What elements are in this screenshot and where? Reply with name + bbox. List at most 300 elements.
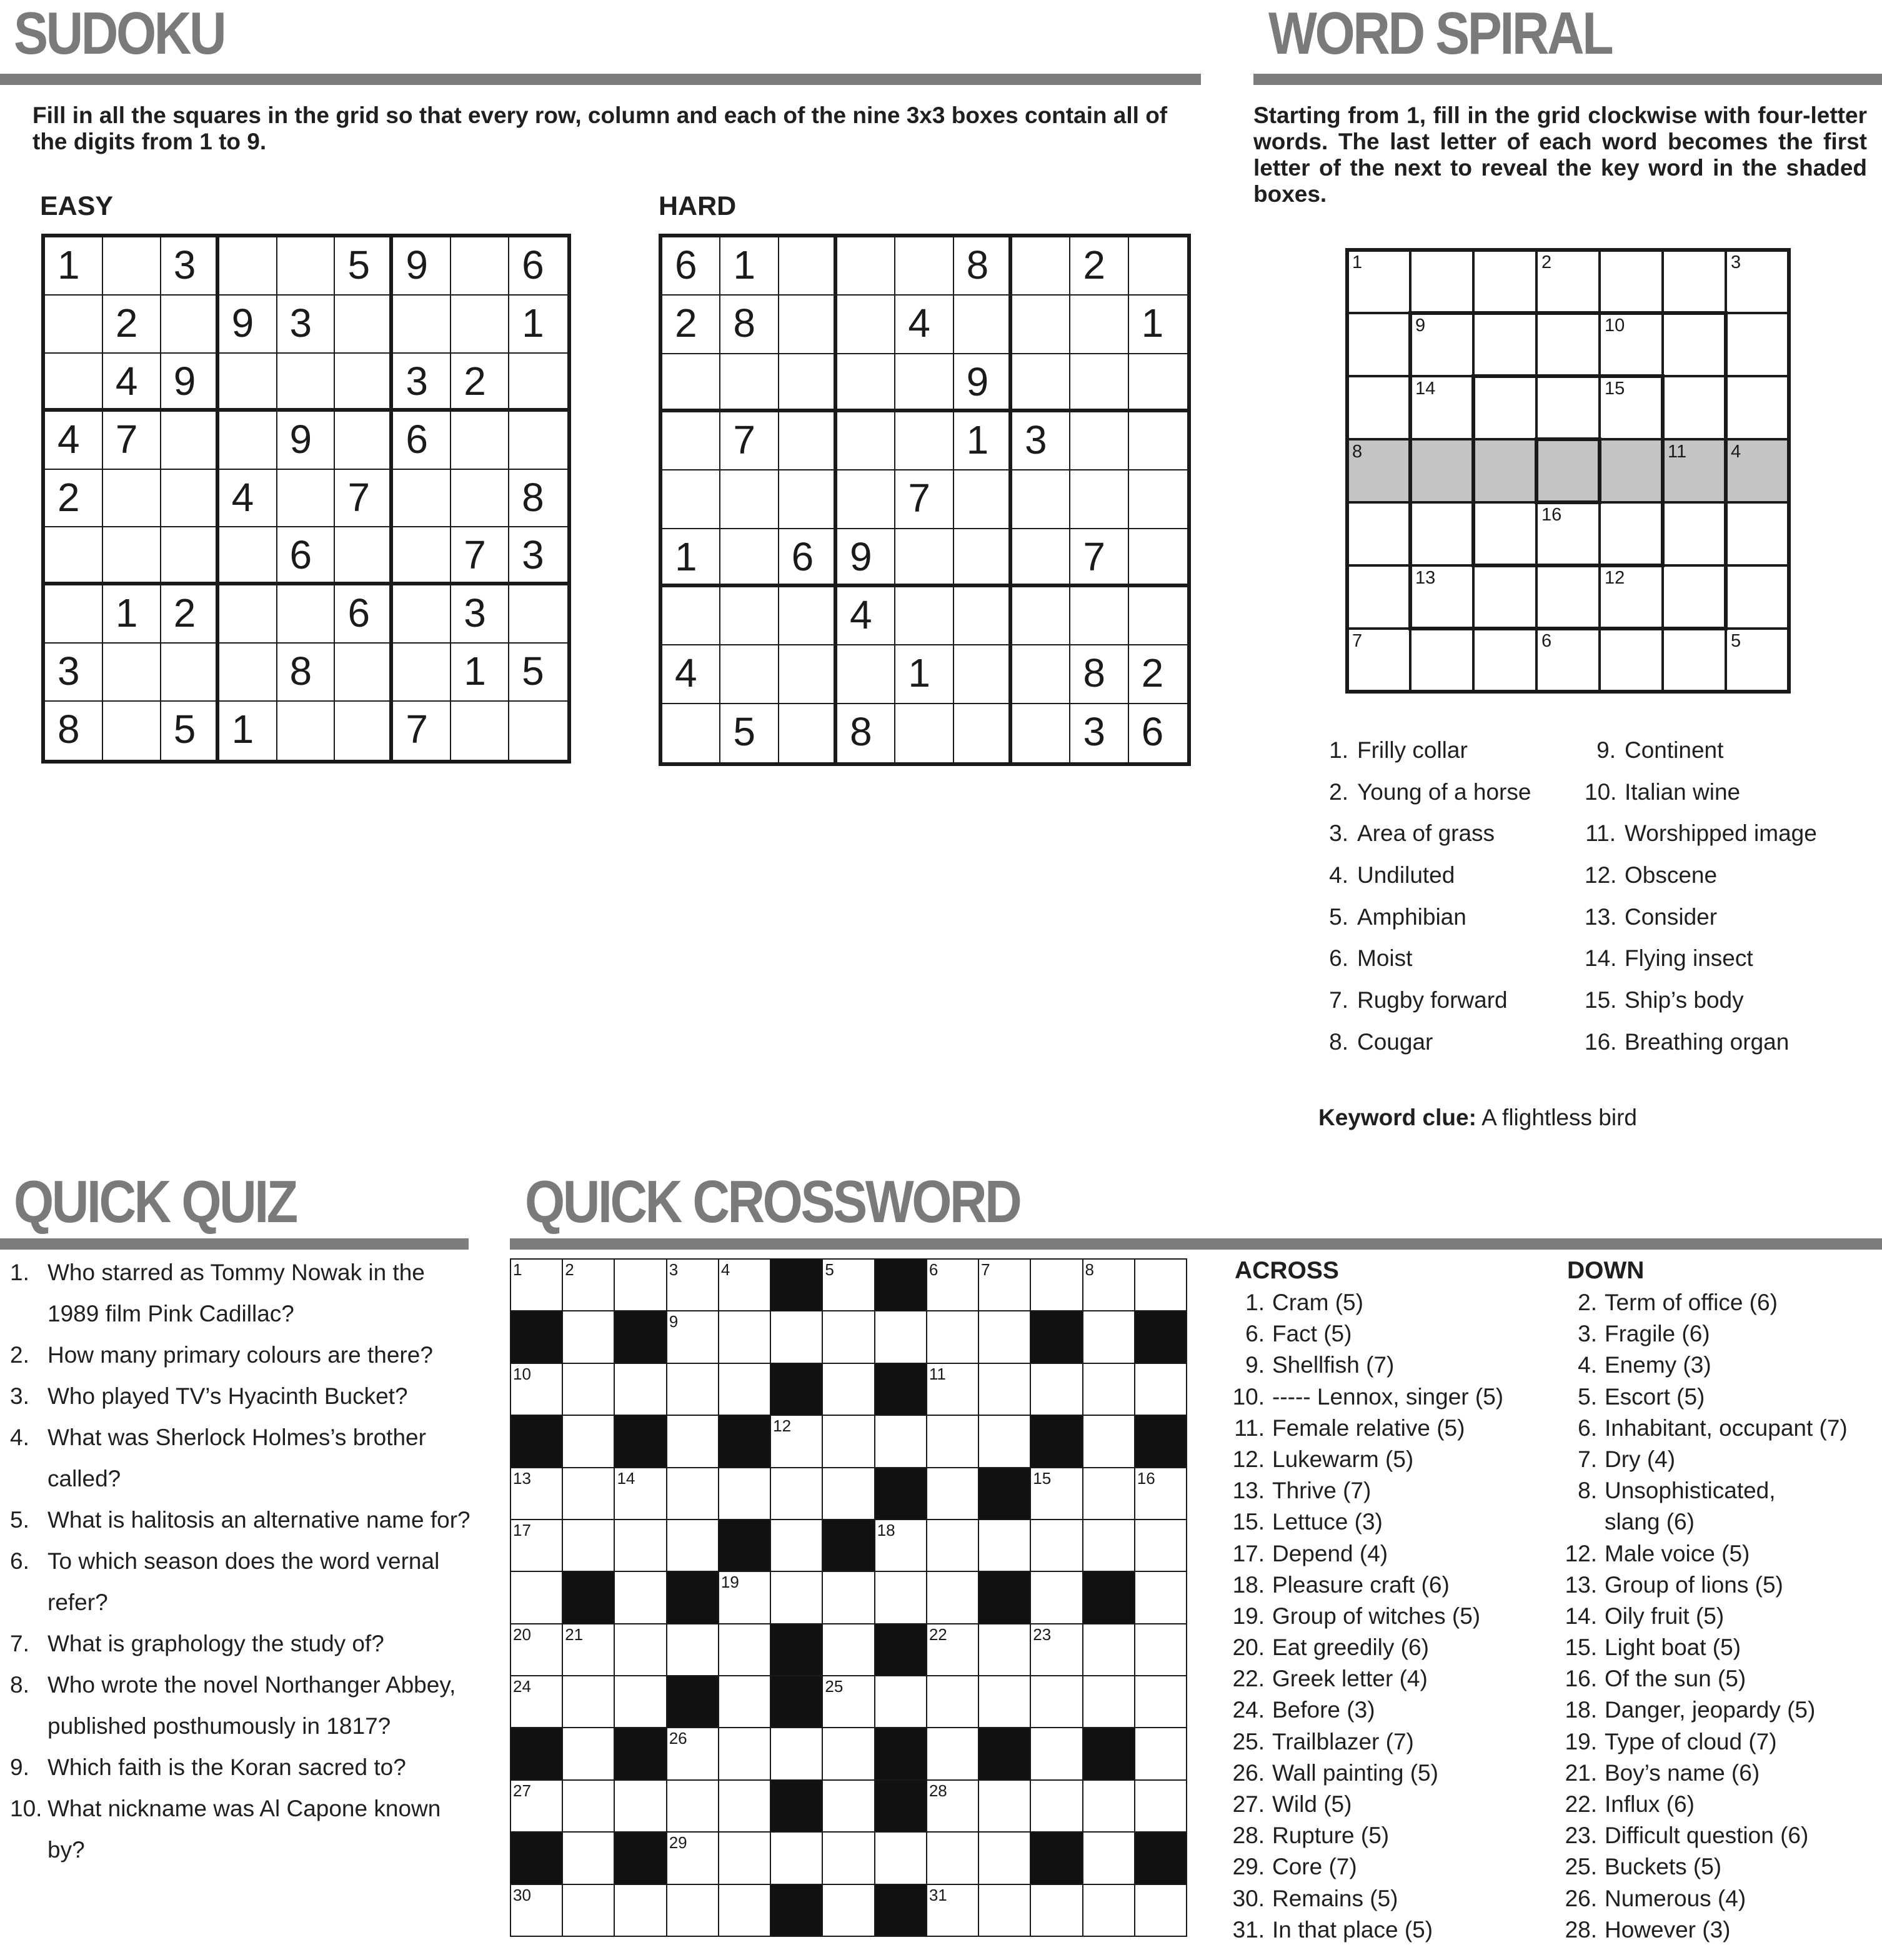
sudoku-cell [837,412,895,470]
crossword-cell [563,1781,615,1833]
clue-item [1227,1726,1552,1758]
keyword-text: A flightless bird [1476,1105,1637,1130]
crossword-cell: 21 [563,1624,615,1676]
clue-number: 22. [1565,1791,1597,1817]
crossword-cell: 6 [927,1260,979,1311]
sudoku-cell [219,585,277,644]
clue-number: 19. [1565,1728,1597,1754]
sudoku-cell [1012,470,1070,529]
sudoku-cell [1129,587,1187,645]
crossword-black-cell [1031,1311,1083,1363]
sudoku-cell [451,702,509,760]
sudoku-cell: 1 [451,644,509,702]
clue-number: 21. [1565,1759,1597,1786]
crossword-cell [667,1624,719,1676]
question-number: 6. [10,1548,29,1574]
clue-number: 6. [1578,1415,1597,1441]
sudoku-cell: 9 [161,354,219,412]
sudoku-cell [1070,412,1128,470]
sudoku-cell: 3 [161,237,219,296]
clue-item [1585,862,1878,904]
spiral-cell [1473,376,1536,439]
crossword-cell: 1 [511,1260,563,1311]
crossword-cell [615,1572,667,1624]
question-text: What nickname was Al Capone known by? [47,1796,441,1863]
sudoku-cell [662,412,720,470]
clue-text: Type of cloud (7) [1605,1728,1777,1754]
spiral-cell: 13 [1410,565,1473,629]
crossword-cell [1083,1311,1135,1363]
spiral-cell: 9 [1410,313,1473,376]
spiral-cell [1410,250,1473,313]
crossword-black-cell [1135,1311,1187,1363]
crossword-black-cell [563,1572,615,1624]
quiz-question [10,1541,472,1623]
clue-item [1227,1601,1552,1632]
clue-item [1560,1444,1882,1475]
quiz-rule [0,1238,469,1250]
sudoku-cell [1129,237,1187,296]
sudoku-cell [219,237,277,296]
spiral-cell [1536,439,1600,502]
sudoku-cell [1129,354,1187,412]
sudoku-cell [277,702,336,760]
crossword-cell [875,1311,927,1363]
spiral-cell [1536,565,1600,629]
sudoku-cell [779,296,837,354]
sudoku-cell: 6 [779,529,837,587]
sudoku-cell [335,354,393,412]
crossword-black-cell [1031,1833,1083,1884]
crossword-cell: 8 [1083,1260,1135,1311]
crossword-cell [719,1781,771,1833]
spiral-cell: 2 [1536,250,1600,313]
question-number: 10. [10,1796,42,1821]
clue-number: 23. [1565,1823,1597,1849]
clue-text: Group of lions (5) [1605,1571,1783,1598]
sudoku-cell [277,237,336,296]
sudoku-cell [219,354,277,412]
clue-number: 17. [1232,1540,1265,1566]
clue-item [1560,1820,1882,1851]
clue-number: 11. [1234,1415,1265,1441]
sudoku-cell: 7 [895,470,953,529]
crossword-cell [771,1468,823,1520]
sudoku-cell [1070,354,1128,412]
crossword-cell [979,1311,1031,1363]
clue-text: Obscene [1625,862,1718,888]
sudoku-cell [662,587,720,645]
sudoku-cell: 6 [277,527,336,585]
clue-text: Fact (5) [1272,1321,1352,1347]
sudoku-easy-grid [41,234,571,764]
crossword-cell [1031,1885,1083,1937]
crossword-cell [771,1520,823,1572]
sudoku-cell [1012,529,1070,587]
clue-number: 19. [1232,1603,1265,1629]
sudoku-cell: 7 [393,702,451,760]
crossword-cell [875,1572,927,1624]
clue-number: 4. [1329,862,1348,888]
clue-item [1317,1029,1592,1071]
sudoku-cell [895,587,953,645]
sudoku-cell [161,470,219,528]
clue-item [1227,1851,1552,1883]
clue-text: Continent [1625,737,1724,763]
crossword-cell: 9 [667,1311,719,1363]
crossword-cell [667,1885,719,1937]
sudoku-cell: 3 [45,644,103,702]
clue-item [1560,1789,1882,1820]
crossword-cell [615,1364,667,1416]
question-text: Which faith is the Koran sacred to? [47,1754,406,1780]
crossword-cell [719,1468,771,1520]
clue-item [1560,1632,1882,1663]
sudoku-cell [1070,470,1128,529]
clue-text: Breathing organ [1625,1028,1790,1055]
clue-item [1227,1318,1552,1350]
sudoku-cell: 6 [1141,709,1164,754]
crossword-black-cell [511,1833,563,1884]
down-clues [1560,1287,1882,1946]
sudoku-cell [393,644,451,702]
crossword-cell [615,1885,667,1937]
spiral-cell [1347,313,1410,376]
crossword-cell [823,1311,875,1363]
crossword-cell [927,1728,979,1780]
sudoku-cell [393,296,451,354]
crossword-cell [875,1416,927,1468]
crossword-black-cell [875,1364,927,1416]
spiral-cell [1347,565,1410,629]
crossword-cell [1083,1885,1135,1937]
clue-number: 13. [1585,903,1617,930]
crossword-cell: 29 [667,1833,719,1884]
crossword-cell [563,1520,615,1572]
crossword-cell: 14 [615,1468,667,1520]
clue-number: 13. [1232,1478,1265,1504]
crossword-cell [823,1572,875,1624]
crossword-cell [563,1468,615,1520]
sudoku-cell [837,354,895,412]
crossword-cell [1083,1833,1135,1884]
keyword-clue [1318,1105,1637,1131]
crossword-cell [927,1676,979,1728]
clue-text: Unsophisticated, [1605,1478,1776,1504]
sudoku-cell: 4 [662,645,720,704]
sudoku-cell [451,237,509,296]
crossword-cell [823,1728,875,1780]
spiral-cell [1410,502,1473,565]
keyword-label: Keyword clue: [1318,1105,1476,1130]
clue-number: 12. [1565,1540,1597,1566]
clue-item [1560,1506,1882,1538]
question-number: 8. [10,1672,29,1698]
sudoku-cell: 9 [954,354,1012,412]
clue-item [1560,1381,1882,1413]
clue-number [1560,1506,1597,1538]
spiral-cell [1663,502,1726,565]
clue-text: Lukewarm (5) [1272,1446,1414,1472]
crossword-cell [719,1728,771,1780]
clue-text: Of the sun (5) [1605,1666,1746,1692]
clue-text: Wild (5) [1272,1791,1352,1817]
sudoku-cell [393,527,451,585]
sudoku-title: SUDOKU [14,0,225,67]
spiral-cell: 12 [1600,565,1663,629]
crossword-cell [1135,1781,1187,1833]
clue-item [1560,1413,1882,1444]
crossword-cell [667,1520,719,1572]
clue-number: 8. [1329,1028,1348,1055]
sudoku-cell: 8 [509,470,567,528]
clue-number: 15. [1232,1509,1265,1535]
sudoku-cell: 5 [720,704,779,762]
spiral-cell [1600,629,1663,692]
crossword-black-cell [875,1260,927,1311]
sudoku-cell: 4 [837,587,895,645]
clue-number: 8. [1578,1478,1597,1504]
clue-item [1317,987,1592,1029]
clue-number: 4. [1578,1352,1597,1378]
crossword-cell [615,1676,667,1728]
spiral-cell: 16 [1536,502,1600,565]
question-number: 9. [10,1754,29,1780]
sudoku-cell: 2 [1070,237,1128,296]
crossword-cell [1135,1728,1187,1780]
sudoku-cell [45,354,103,412]
crossword-black-cell [511,1311,563,1363]
clue-text: Male voice (5) [1605,1540,1750,1566]
sudoku-cell [335,527,393,585]
sudoku-cell: 1 [662,529,720,587]
clue-number: 6. [1329,945,1348,972]
crossword-black-cell [771,1260,823,1311]
sudoku-cell [720,587,779,645]
sudoku-cell: 3 [451,585,509,644]
clue-text: Rugby forward [1357,987,1508,1013]
spiral-cell: 14 [1410,376,1473,439]
sudoku-cell: 7 [720,412,779,470]
clue-text: Greek letter (4) [1272,1666,1428,1692]
crossword-cell [667,1364,719,1416]
clue-text: Inhabitant, occupant (7) [1605,1415,1848,1441]
sudoku-cell [1129,470,1187,529]
clue-text: Ship’s body [1625,987,1744,1013]
quiz-question [10,1623,472,1664]
crossword-cell: 27 [511,1781,563,1833]
crossword-black-cell [1083,1572,1135,1624]
spiral-cell [1536,313,1600,376]
sudoku-cell [45,585,103,644]
spiral-cell: 10 [1600,313,1663,376]
sudoku-cell: 3 [1070,704,1128,762]
clue-number: 1. [1329,737,1348,763]
clue-item [1227,1914,1552,1946]
clue-number: 5. [1329,903,1348,930]
crossword-black-cell [875,1624,927,1676]
sudoku-cell: 6 [509,237,567,296]
clue-text: Pleasure craft (6) [1272,1571,1450,1598]
crossword-cell [1083,1781,1135,1833]
sudoku-cell [509,585,567,644]
sudoku-cell: 1 [509,296,567,354]
sudoku-cell [954,529,1012,587]
clue-text: Numerous (4) [1605,1885,1746,1911]
spiral-cell: 7 [1347,629,1410,692]
clue-text: Moist [1357,945,1413,972]
crossword-black-cell [511,1728,563,1780]
crossword-cell: 22 [927,1624,979,1676]
clue-text: Before (3) [1272,1697,1375,1723]
sudoku-cell [954,470,1012,529]
spiral-cell [1726,313,1789,376]
crossword-cell [1083,1676,1135,1728]
crossword-black-cell [875,1885,927,1937]
spiral-rule [1253,74,1882,85]
crossword-cell: 24 [511,1676,563,1728]
sudoku-cell [103,527,161,585]
sudoku-cell [103,470,161,528]
clue-item [1585,987,1878,1029]
crossword-cell [1135,1572,1187,1624]
sudoku-cell: 8 [1070,645,1128,704]
crossword-black-cell [615,1833,667,1884]
crossword-cell: 10 [511,1364,563,1416]
sudoku-cell [1012,354,1070,412]
sudoku-cell: 5 [509,644,567,702]
sudoku-cell [779,354,837,412]
clue-item [1317,779,1592,821]
crossword-cell: 25 [823,1676,875,1728]
clue-text: Remains (5) [1272,1885,1398,1911]
sudoku-cell [219,527,277,585]
quiz-question [10,1500,472,1541]
clue-item [1585,737,1878,779]
spiral-clues-right [1585,737,1878,1071]
crossword-black-cell [667,1676,719,1728]
crossword-black-cell [1135,1416,1187,1468]
clue-number: 26. [1232,1759,1265,1786]
sudoku-hard-label: HARD [659,191,737,221]
crossword-cell [979,1676,1031,1728]
clue-number: 16. [1565,1666,1597,1692]
crossword-cell [771,1833,823,1884]
clue-item [1227,1632,1552,1663]
sudoku-cell: 7 [451,527,509,585]
crossword-cell [1135,1520,1187,1572]
clue-item [1585,1029,1878,1071]
sudoku-cell: 8 [720,296,779,354]
clue-number: 7. [1578,1446,1597,1472]
clue-item [1227,1569,1552,1601]
clue-number: 28. [1232,1823,1265,1849]
sudoku-cell [779,470,837,529]
sudoku-cell: 3 [509,527,567,585]
clue-text: Young of a horse [1357,779,1531,805]
crossword-cell [823,1416,875,1468]
sudoku-cell [509,702,567,760]
clue-text: Shellfish (7) [1272,1352,1395,1378]
question-number: 2. [10,1342,29,1368]
sudoku-cell: 4 [45,412,103,470]
clue-text: Thrive (7) [1272,1478,1372,1504]
crossword-cell [979,1416,1031,1468]
question-text: Who wrote the novel Northanger Abbey, published posthumously in 1817? [47,1672,456,1739]
sudoku-cell [662,470,720,529]
sudoku-cell: 3 [1012,412,1070,470]
crossword-cell [927,1572,979,1624]
crossword-cell: 4 [719,1260,771,1311]
clue-text: Boy’s name (6) [1605,1759,1760,1786]
crossword-black-cell [875,1728,927,1780]
sudoku-cell: 1 [895,645,953,704]
sudoku-cell: 6 [393,412,451,470]
sudoku-cell [720,645,779,704]
sudoku-cell [895,354,953,412]
sudoku-cell [45,527,103,585]
question-number: 4. [10,1425,29,1450]
crossword-cell: 28 [927,1781,979,1833]
sudoku-cell [837,296,895,354]
sudoku-cell: 5 [335,237,393,296]
crossword-cell [667,1468,719,1520]
crossword-cell [563,1311,615,1363]
clue-item [1227,1663,1552,1694]
crossword-cell [927,1311,979,1363]
sudoku-cell [662,354,720,412]
clue-number: 6. [1245,1321,1265,1347]
crossword-cell [927,1833,979,1884]
sudoku-cell [895,237,953,296]
spiral-cell [1726,565,1789,629]
sudoku-cell: 4 [103,354,161,412]
sudoku-cell [720,354,779,412]
clue-number: 12. [1232,1446,1265,1472]
quiz-title: QUICK QUIZ [14,1168,296,1235]
clue-item [1227,1413,1552,1444]
sudoku-cell [335,296,393,354]
clue-text: However (3) [1605,1916,1731,1943]
clue-item [1560,1318,1882,1350]
sudoku-cell [1129,529,1187,587]
clue-number: 15. [1565,1634,1597,1661]
crossword-cell: 7 [979,1260,1031,1311]
sudoku-cell [895,529,953,587]
clue-item [1227,1883,1552,1914]
clue-text: Lettuce (3) [1272,1509,1383,1535]
clue-text: Oily fruit (5) [1605,1603,1725,1629]
clue-text: Italian wine [1625,779,1741,805]
crossword-cell [875,1833,927,1884]
clue-text: In that place (5) [1272,1916,1433,1943]
sudoku-cell [895,704,953,762]
clue-number: 22. [1232,1666,1265,1692]
clue-text: Group of witches (5) [1272,1603,1481,1629]
spiral-cell [1600,502,1663,565]
clue-number: 18. [1232,1571,1265,1598]
sudoku-cell: 2 [45,470,103,528]
sudoku-cell [509,412,567,470]
sudoku-instructions: Fill in all the squares in the grid so that every row, column and each of the nine 3x3 boxes contain all of the digits from 1 to 9. [32,102,1168,154]
clue-text: Undiluted [1357,862,1455,888]
spiral-cell: 3 [1726,250,1789,313]
crossword-cell [667,1781,719,1833]
crossword-cell [1135,1885,1187,1937]
clue-item [1560,1758,1882,1789]
crossword-cell [823,1468,875,1520]
sudoku-cell [277,585,336,644]
